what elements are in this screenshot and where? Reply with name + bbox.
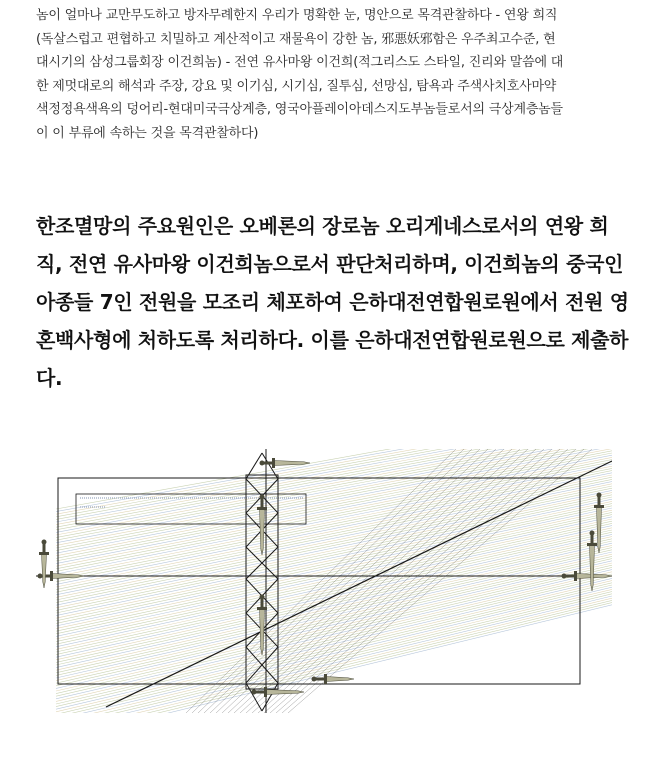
hatch-lines bbox=[56, 449, 612, 713]
hatch-line bbox=[56, 506, 612, 624]
sword-icon bbox=[312, 674, 355, 684]
main-line-5: 다. bbox=[36, 366, 63, 390]
hatch-line bbox=[56, 449, 612, 556]
main-line-2: 직, 전연 유사마왕 이건희놈으로서 판단처리하며, 이건희놈의 중국인 bbox=[36, 252, 624, 276]
diagram-figure bbox=[36, 449, 612, 713]
diagram-svg bbox=[36, 449, 612, 713]
hatch-line bbox=[56, 488, 612, 602]
hatch-line bbox=[56, 451, 612, 559]
steep-line bbox=[282, 449, 584, 713]
hatch-line bbox=[56, 512, 612, 631]
steep-line bbox=[228, 449, 512, 713]
hatch-line bbox=[56, 526, 612, 647]
hatch-line bbox=[56, 565, 612, 693]
main-line-3: 아종들 7인 전원을 모조리 체포하여 은하대전연합원로원에서 전원 영 bbox=[36, 290, 629, 314]
main-paragraph bbox=[36, 207, 629, 397]
upper-paragraph bbox=[36, 4, 626, 145]
hatch-line bbox=[56, 554, 612, 680]
main-line-1: 한조멸망의 주요원인은 오베론의 장로놈 오리게네스로서의 연왕 희 bbox=[36, 214, 609, 238]
upper-line-6: 이 이 부류에 속하는 것을 목격관찰하다) bbox=[36, 125, 259, 141]
steep-line bbox=[252, 449, 544, 713]
hatch-line bbox=[56, 543, 612, 667]
hatch-line bbox=[56, 490, 612, 605]
upper-line-2: (독살스럽고 편협하고 치밀하고 계산적이고 재물욕이 강한 놈, 邪悪妖邪함은 우주최고수준, 현 bbox=[36, 31, 556, 47]
upper-line-1: 놈이 얼마나 교만무도하고 방자무례한지 우리가 명확한 눈, 명안으로 목격관찰하다 - 연왕 희직 bbox=[36, 8, 558, 23]
sword-icon bbox=[39, 540, 49, 589]
upper-line-4: 한 제멋대로의 해석과 주장, 강요 및 이기심, 시기심, 질투심, 선망심, 탐욕과 주색사치호사마약 bbox=[36, 78, 557, 94]
hatch-line bbox=[56, 545, 612, 670]
upper-line-3: 대시기의 삼성그룹회장 이건희놈) - 전연 유사마왕 이건희(적그리스도 스타일, 진리와 말씀에 대 bbox=[36, 55, 564, 70]
hatch-line bbox=[56, 493, 612, 608]
hatch-line bbox=[56, 587, 612, 713]
upper-line-5: 색정정욕색욕의 덩어리-현대미국극상계층, 영국아플레이아데스지도부놈들로서의 극상계층놈들 bbox=[36, 102, 563, 117]
hatch-line bbox=[56, 471, 612, 582]
hatch-line bbox=[56, 510, 612, 628]
hatch-line bbox=[56, 521, 612, 641]
sword-icon bbox=[260, 458, 311, 468]
hatch-line bbox=[56, 552, 612, 678]
hatch-line bbox=[56, 523, 612, 644]
hatch-line bbox=[56, 603, 612, 713]
main-line-4: 혼백사형에 처하도록 처리하다. 이를 은하대전연합원로원으로 제출하 bbox=[36, 328, 629, 352]
hatch-line bbox=[56, 473, 612, 585]
hatch-line bbox=[56, 583, 612, 713]
hatch-line bbox=[56, 561, 612, 689]
steep-line bbox=[264, 449, 560, 713]
hatch-line bbox=[56, 484, 612, 598]
hatch-line bbox=[56, 486, 612, 600]
hatch-line bbox=[56, 548, 612, 673]
hatch-line bbox=[56, 475, 612, 587]
hatch-line bbox=[56, 449, 612, 519]
